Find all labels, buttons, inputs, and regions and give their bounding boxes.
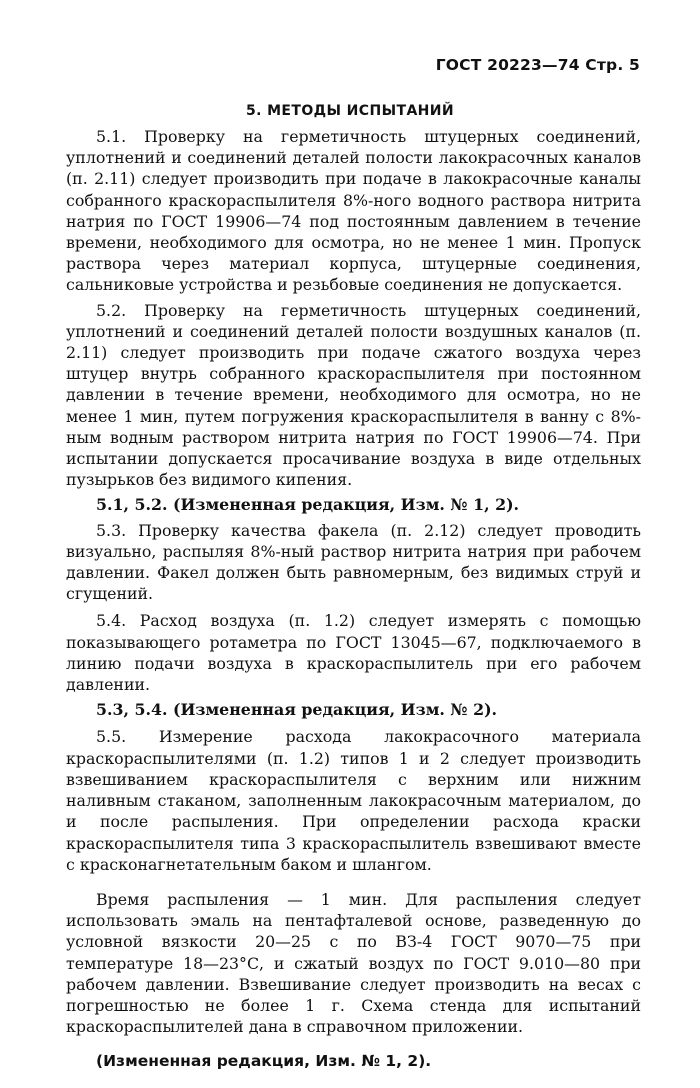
paragraph-spray-time: Время распыления — 1 мин. Для распыления следует использовать эмаль на пентафталевой основе, разведенную до условной вязкости 20—25 с по ВЗ-4 ГОСТ 9070—75 при температуре 18—23°С, и сжатый воздух по ГОСТ 9.010—80 при рабочем давлении. Взвешивание следует производить на весах с погрешностью не более 1 г. Схема стенда для испытаний краскораспылителей дана в справочном приложении. xyxy=(66,889,641,1037)
document-body xyxy=(66,126,641,1088)
paragraph-5-5: 5.5. Измерение расхода лакокрасочного материала краскораспылителями (п. 1.2) типов 1 и 2 следует производить взвешиванием краскораспылителя с верхним или нижним наливным стаканом, заполненным лакокрасочным материалом, до и после распыления. При определении расхода краски краскораспылителя типа 3 краскораспылитель взвешивают вместе с красконагнетательным баком и шлангом. xyxy=(66,727,641,874)
paragraph-5-3: 5.3. Проверку качества факела (п. 2.12) следует проводить визуально, распыляя 8%-ный раствор нитрита натрия при рабочем давлении. Факел должен быть равномерным, без видимых струй и сгущений. xyxy=(66,520,641,604)
paragraph-5-1: 5.1. Проверку на герметичность штуцерных соединений, уплотнений и соединений деталей полости лакокрасочных каналов (п. 2.11) следует производить при подаче в лакокрасочные каналы собранного краскораспылителя 8%-ного водного раствора нитрита натрия по ГОСТ 19906—74 под постоянным давлением в течение времени, необходимого для осмотра, но не менее 1 мин. Пропуск раствора через материал корпуса, штуцерные соединения, сальниковые устройства и резьбовые соединения не допускается. xyxy=(66,127,641,295)
amendment-note-final: (Измененная редакция, Изм. № 1, 2). xyxy=(96,1052,432,1071)
amendment-note-5-3-5-4: 5.3, 5.4. (Измененная редакция, Изм. № 2). xyxy=(96,700,498,720)
paragraph-5-2: 5.2. Проверку на герметичность штуцерных соединений, уплотнений и соединений деталей полости воздушных каналов (п. 2.11) следует производить при подаче сжатого воздуха через штуцер внутрь собранного краскораспылителя при постоянном давлении в течение времени, необходимого для осмотра, но не менее 1 мин, путем погружения краскораспылителя в ванну с 8%-ным водным раствором нитрита натрия по ГОСТ 19906—74. При испытании допускается просачивание воздуха в виде отдельных пузырьков без видимого кипения. xyxy=(66,300,641,490)
page-header: ГОСТ 20223—74 Стр. 5 xyxy=(435,56,640,74)
amendment-note-5-1-5-2: 5.1, 5.2. (Измененная редакция, Изм. № 1, 2). xyxy=(96,495,520,515)
section-title: 5. МЕТОДЫ ИСПЫТАНИЙ xyxy=(245,103,455,119)
paragraph-5-4: 5.4. Расход воздуха (п. 1.2) следует измерять с помощью показывающего ротаметра по ГОСТ 13045—67, подключаемого в линию подачи воздуха в краскораспылитель при его рабочем давлении. xyxy=(66,611,641,695)
